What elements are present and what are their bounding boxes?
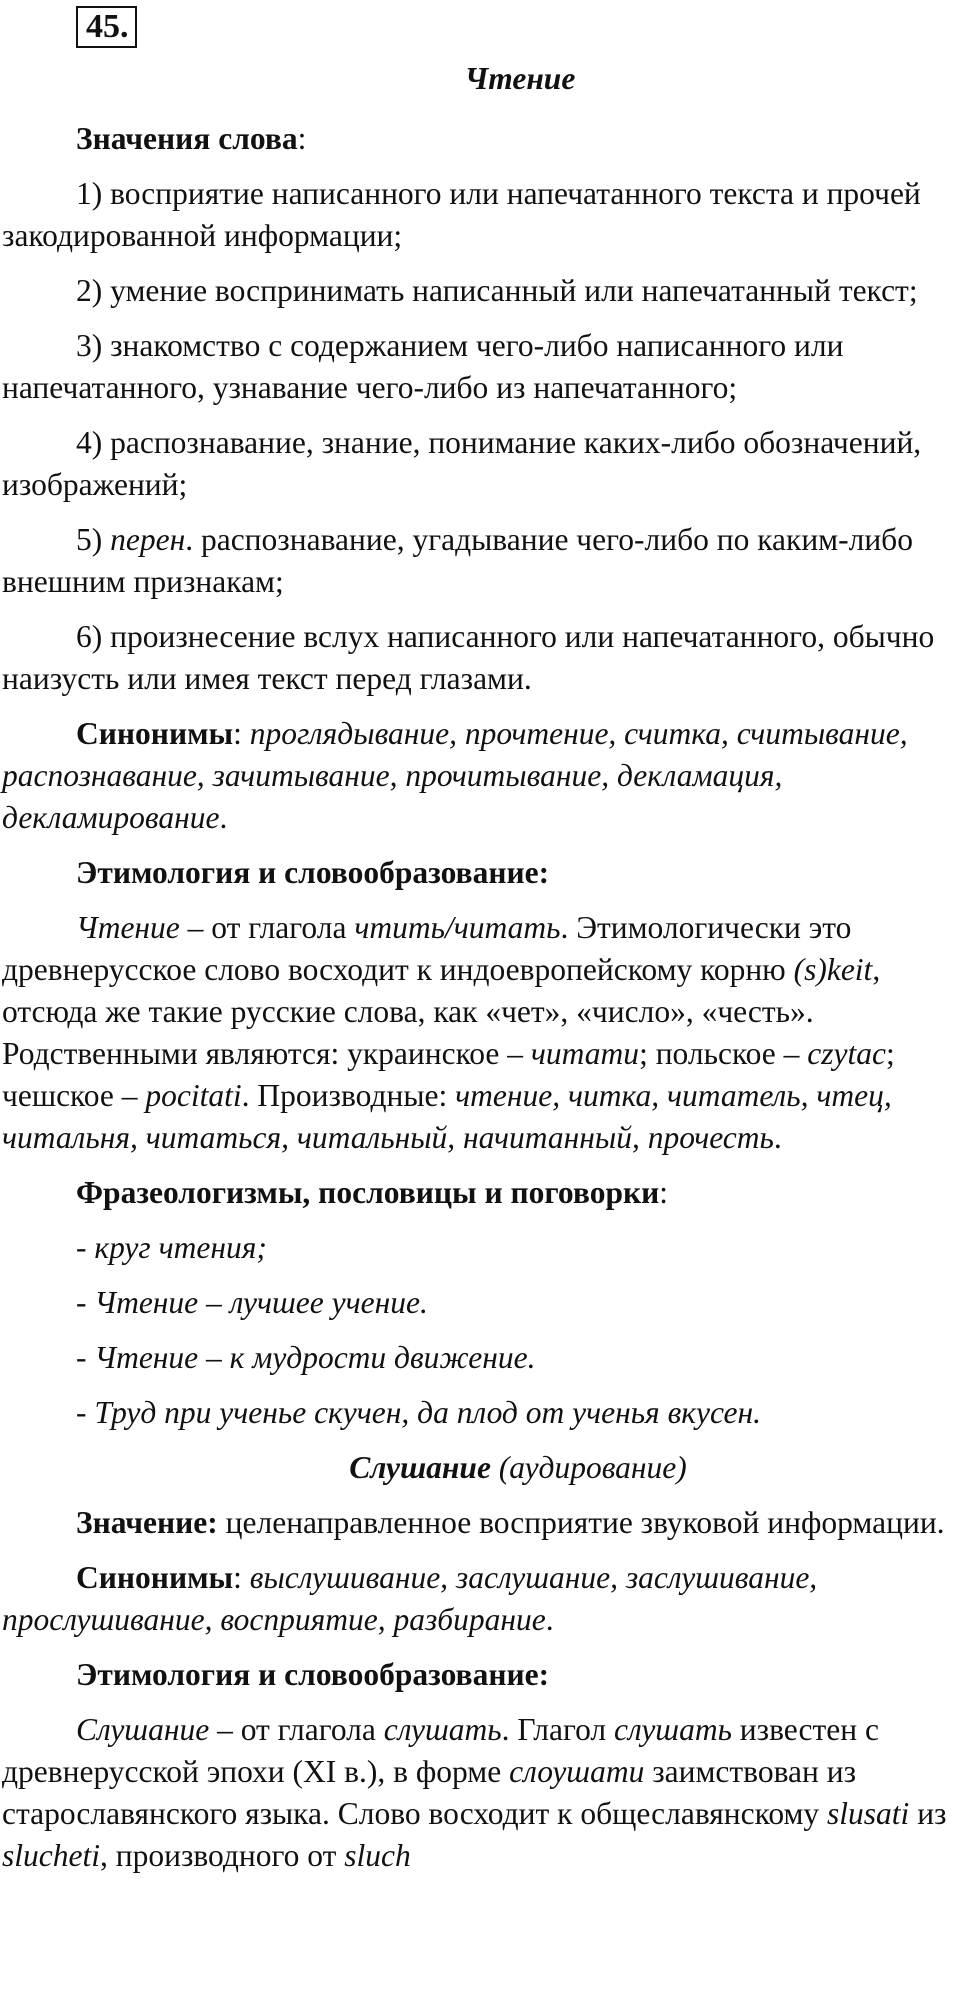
meaning-item: 4) распознавание, знание, понимание каких-либо обозначений, изображений; <box>2 425 922 502</box>
listening-etymology-paragraph: Слушание – от глагола слушать. Глагол слушать известен с древнерусской эпохи (XI в.), в форме слоушати заимствован из старославянского языка. Слово восходит к общеславянскому slusati из slucheti, производного от sluch <box>2 1712 947 1873</box>
meanings-heading: Значения слова: <box>76 121 307 156</box>
meaning-item: 2) умение воспринимать написанный или напечатанный текст; <box>76 273 918 308</box>
listening-meaning: Значение: целенаправленное восприятие звуковой информации. <box>76 1505 945 1540</box>
section-title-reading: Чтение <box>464 61 576 96</box>
exercise-number: 45. <box>76 6 137 48</box>
listening-etymology-heading: Этимология и словообразование: <box>76 1657 550 1692</box>
meaning-item: 6) произнесение вслух написанного или напечатанного, обычно наизусть или имея текст перед глазами. <box>2 619 935 696</box>
phrase-item: - Труд при ученье скучен, да плод от ученья вкусен. <box>76 1395 762 1430</box>
meaning-item: 3) знакомство с содержанием чего-либо написанного или напечатанного, узнавание чего-либо из напечатанного; <box>2 328 844 405</box>
etymology-heading: Этимология и словообразование: <box>76 855 550 890</box>
meaning-item: 1) восприятие написанного или напечатанного текста и прочей закодированной информации; <box>2 176 921 253</box>
section-title-listening: Слушание (аудирование) <box>349 1450 687 1485</box>
phrase-item: - круг чтения; <box>76 1230 267 1265</box>
meaning-item: 5) перен. распознавание, угадывание чего-либо по каким-либо внешним признакам; <box>2 522 913 599</box>
phrase-item: - Чтение – к мудрости движение. <box>76 1340 536 1375</box>
phrase-item: - Чтение – лучшее учение. <box>76 1285 428 1320</box>
synonyms-paragraph: Синонимы: проглядывание, прочтение, считка, считывание, распознавание, зачитывание, прочитывание, декламация, декламирование. <box>2 716 908 835</box>
etymology-paragraph: Чтение – от глагола чтить/читать. Этимологически это древнерусское слово восходит к индоевропейскому корню (s)keit, отсюда же такие русские слова, как «чет», «число», «честь». Родственными являются: украинское – читати; польское – czytac; чешское – pocitati. Производные: чтение, читка, читатель, чтец, читальня, читаться, читальный, начитанный, прочесть. <box>2 910 895 1155</box>
listening-synonyms: Синонимы: выслушивание, заслушание, заслушивание, прослушивание, восприятие, разбирание. <box>2 1560 818 1637</box>
phraseology-heading: Фразеологизмы, пословицы и поговорки: <box>76 1175 669 1210</box>
